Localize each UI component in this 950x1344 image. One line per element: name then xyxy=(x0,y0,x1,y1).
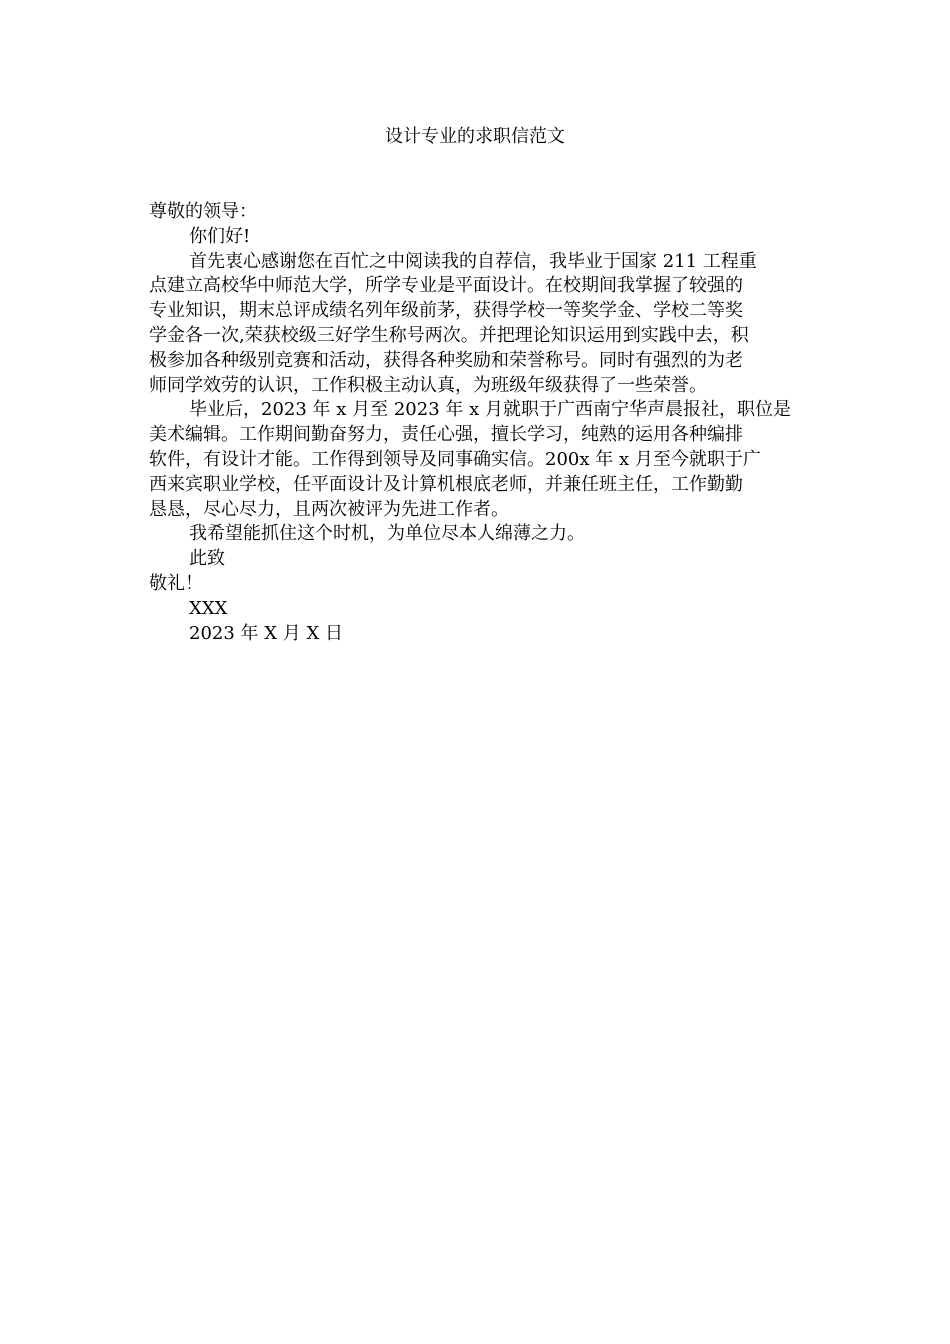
paragraph-line: 师同学效劳的认识，工作积极主动认真，为班级年级获得了一些荣誉。 xyxy=(149,374,707,396)
paragraph-line: 点建立高校华中师范大学，所学专业是平面设计。在校期间我掌握了较强的 xyxy=(149,275,743,297)
paragraph-line: 我希望能抓住这个时机，为单位尽本人绵薄之力。 xyxy=(189,523,585,545)
salutation: 尊敬的领导： xyxy=(149,201,257,222)
paragraph-line: 软件，有设计才能。工作得到领导及同事确实信。200x 年 x 月至今就职于广 xyxy=(149,448,761,470)
paragraph-line: 学金各一次,荣获校级三好学生称号两次。并把理论知识运用到实践中去，积 xyxy=(149,324,749,346)
signature: XXX xyxy=(189,597,228,619)
paragraph-line: 恳恳，尽心尽力，且两次被评为先进工作者。 xyxy=(149,498,509,520)
paragraph-2 xyxy=(149,398,795,522)
paragraph-line: 毕业后，2023 年 x 月至 2023 年 x 月就职于广西南宁华声晨报社，职位是 xyxy=(189,399,791,421)
paragraph-line: 专业知识，期末总评成绩名列年级前茅，获得学校一等奖学金、学校二等奖 xyxy=(149,300,743,322)
closing: 此致 xyxy=(189,548,225,570)
paragraph-line: 极参加各种级别竞赛和活动，获得各种奖励和荣誉称号。同时有强烈的为老 xyxy=(149,349,743,371)
document-title: 设计专业的求职信范文 xyxy=(385,126,565,147)
paragraph-1 xyxy=(149,250,795,399)
greeting: 你们好! xyxy=(189,225,251,247)
date: 2023 年 X 月 X 日 xyxy=(189,622,344,644)
paragraph-line: 美术编辑。工作期间勤奋努力，责任心强，擅长学习，纯熟的运用各种编排 xyxy=(149,424,743,446)
letter-body xyxy=(149,200,795,646)
paragraph-line: 西来宾职业学校，任平面设计及计算机根底老师，并兼任班主任，工作勤勤 xyxy=(149,473,743,495)
regards: 敬礼！ xyxy=(149,572,203,594)
paragraph-3 xyxy=(149,522,795,547)
paragraph-line: 首先衷心感谢您在百忙之中阅读我的自荐信，我毕业于国家 211 工程重 xyxy=(189,250,757,272)
